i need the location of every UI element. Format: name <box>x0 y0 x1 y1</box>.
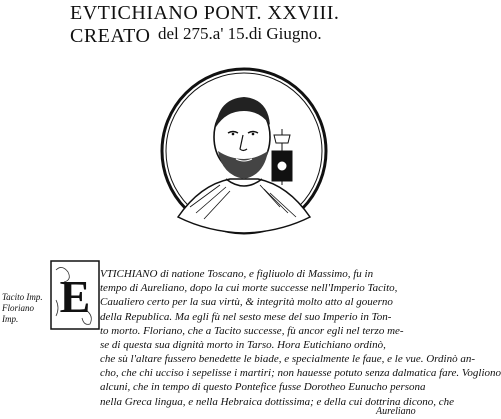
margin-note: Tacito Imp. <box>2 292 43 302</box>
page-title: EVTICHIANO PONT. XXVIII. CREATO <box>70 2 340 47</box>
margin-note: Imp. <box>2 314 19 324</box>
catchword: Aureliano <box>376 406 416 417</box>
portrait-medallion-icon <box>160 67 328 235</box>
margin-note: Floriano <box>2 303 35 313</box>
text-line: Caualiero certo per la sua virtù, & integrità molto atto al gouerno <box>100 296 393 309</box>
body-text-full <box>100 352 501 409</box>
text-line: che sù l'altare fussero benedette le biade, e specialmente le faue, e le vue. Ordinò an- <box>100 353 476 365</box>
text-line: alcuni, che in tempo di questo Pontefice fusse Dorotheo Eunucho persona <box>100 381 426 394</box>
initial-letter: E <box>59 271 91 322</box>
text-line: nella Greca lingua, e nella Hebraica dottissima; e della cui dottrina dicono, che <box>100 395 454 408</box>
text-line: della Republica. Ma egli fù nel sesto mese del suo Imperio in Ton- <box>100 310 392 323</box>
portrait-medallion-svg <box>160 67 328 235</box>
initial-letter-svg <box>50 260 100 330</box>
margin-notes <box>2 292 54 325</box>
text-line: tempo di Aureliano, dopo la cui morte successe nell'Imperio Tacito, <box>100 282 398 295</box>
text-line: cho, che chi ucciso i sepelisse i martiri; non hauesse potuto senza dalmatica fare. Vogliono <box>100 367 501 380</box>
text-line: VTICHIANO di natione Toscano, e figliuolo di Massimo, fu in <box>100 268 374 280</box>
page-subtitle: del 275.a' 15.di Giugno. <box>158 24 322 43</box>
body-text <box>100 267 425 352</box>
text-line: se di questa sua dignità morto in Tarso. Hora Eutichiano ordinò, <box>100 339 386 352</box>
decorated-initial <box>50 260 100 330</box>
text-line: to morto. Floriano, che a Tacito successe, fù ancor egli nel terzo me- <box>100 324 404 337</box>
